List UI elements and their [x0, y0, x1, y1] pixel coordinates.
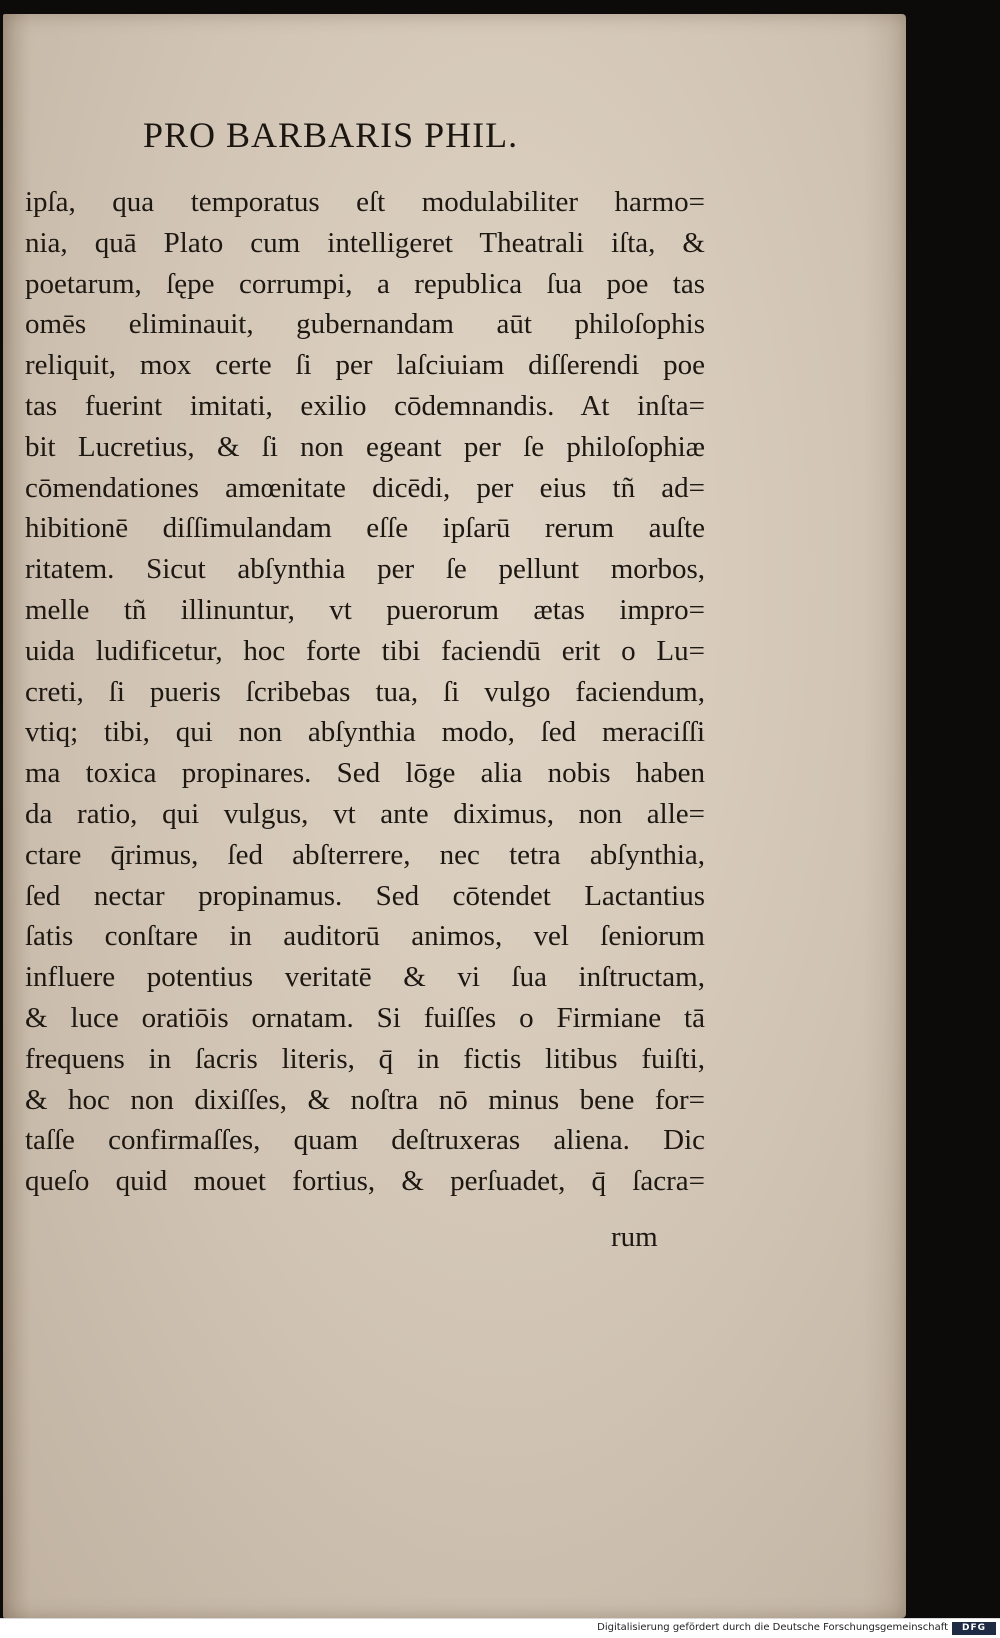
text-line: omēs eliminauit, gubernandam aūt philoſophis: [25, 308, 705, 341]
text-line: & hoc non dixiſſes, & noſtra nō minus bene for=: [25, 1083, 705, 1116]
text-line: cōmendationes amœnitate dicēdi, per eius tñ ad=: [25, 471, 705, 504]
text-line: queſo quid mouet fortius, & perſuadet, q̄ ſacra=: [25, 1165, 705, 1198]
funding-credit: Digitalisierung gefördert durch die Deutsche Forschungsgemeinschaft: [597, 1622, 948, 1633]
body-text: [25, 182, 705, 1202]
text-line: ma toxica propinares. Sed lōge alia nobis haben: [25, 757, 705, 790]
dfg-logo-icon: DFG: [952, 1622, 996, 1635]
book-page: [3, 14, 906, 1618]
text-line: da ratio, qui vulgus, vt ante diximus, non alle=: [25, 797, 705, 830]
text-line: & luce oratiōis ornatam. Si fuiſſes o Firmiane tā: [25, 1001, 705, 1034]
text-line: nia, quā Plato cum intelligeret Theatrali iſta, &: [25, 226, 705, 259]
text-line: ipſa, qua temporatus eſt modulabiliter harmo=: [25, 186, 705, 218]
text-line: influere potentius veritatē & vi ſua inſtructam,: [25, 961, 705, 994]
footer-bar: [0, 1618, 1000, 1638]
text-line: hibitionē diſſimulandam eſſe ipſarū rerum auſte: [25, 512, 705, 545]
text-line: ſatis conſtare in auditorū animos, vel ſeniorum: [25, 920, 705, 953]
text-line: ritatem. Sicut abſynthia per ſe pellunt morbos,: [25, 553, 705, 586]
text-line: taſſe confirmaſſes, quam deſtruxeras aliena. Dic: [25, 1124, 705, 1157]
text-line: ctare q̄rimus, ſed abſterrere, nec tetra abſynthia,: [25, 838, 705, 871]
text-line: uida ludificetur, hoc forte tibi faciendū erit o Lu=: [25, 634, 705, 667]
text-line: vtiq; tibi, qui non abſynthia modo, ſed meraciſſi: [25, 716, 705, 749]
running-head: PRO BARBARIS PHIL.: [143, 115, 519, 155]
text-line: poetarum, ſępe corrumpi, a republica ſua poe tas: [25, 267, 705, 300]
catchword: rum: [611, 1221, 658, 1253]
text-line: ſed nectar propinamus. Sed cōtendet Lactantius: [25, 879, 705, 912]
text-line: creti, ſi pueris ſcribebas tua, ſi vulgo faciendum,: [25, 675, 705, 708]
text-line: melle tñ illinuntur, vt puerorum ætas impro=: [25, 593, 705, 626]
text-line: reliquit, mox certe ſi per laſciuiam diſſerendi poe: [25, 349, 705, 382]
text-line: frequens in ſacris literis, q̄ in fictis litibus fuiſti,: [25, 1042, 705, 1075]
text-line: tas fuerint imitati, exilio cōdemnandis. At inſta=: [25, 389, 705, 422]
text-line: bit Lucretius, & ſi non egeant per ſe philoſophiæ: [25, 430, 705, 463]
